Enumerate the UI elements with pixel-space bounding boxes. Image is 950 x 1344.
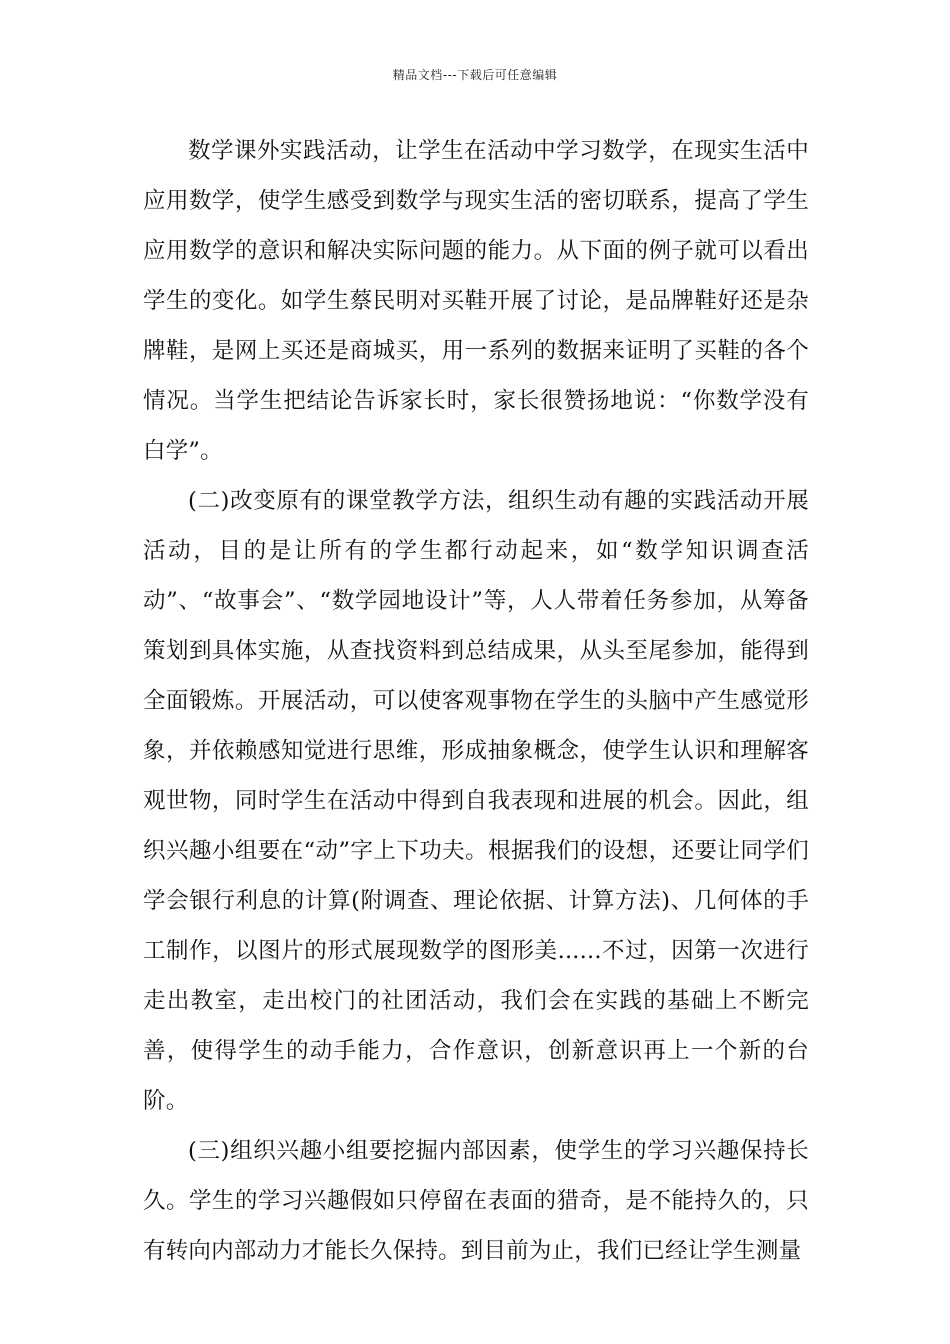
page-header: 精品文档---下载后可任意编辑 — [392, 68, 558, 82]
paragraph-teaching-methods: (二)改变原有的课堂教学方法，组织生动有趣的实践活动开展活动，目的是让所有的学生都行动起来，如“数学知识调查活动”、“故事会”、“数学园地设计”等，人人带着任务参加，从筹备策划到具体实施，从查找资料到总结成果，从头至尾参加，能得到全面锻炼。开展活动，可以使客观事物在学生的头脑中产生感觉形象，并依赖感知觉进行思维，形成抽象概念，使学生认识和理解客观世物，同时学生在活动中得到自我表现和进展的机会。因此，组织兴趣小组要在“动”字上下功夫。根据我们的设想，还要让同学们学会银行利息的计算(附调查、理论依据、计算方法)、几何体的手工制作，以图片的形式展现数学的图形美......不过，因第一次进行走出教室，走出校门的社团活动，我们会在实践的基础上不断完善，使得学生的动手能力，合作意识，创新意识再上一个新的台阶。 — [143, 488, 809, 1114]
paragraph-practice-activities: 数学课外实践活动，让学生在活动中学习数学，在现实生活中应用数学，使学生感受到数学与现实生活的密切联系，提高了学生应用数学的意识和解决实际问题的能力。从下面的例子就可以看出学生的变化。如学生蔡民明对买鞋开展了讨论，是品牌鞋好还是杂牌鞋，是网上买还是商城买，用一系列的数据来证明了买鞋的各个情况。当学生把结论告诉家长时，家长很赞扬地说：“你数学没有白学”。 — [143, 138, 809, 464]
document-body — [143, 126, 809, 1276]
paragraph-interest-groups: (三)组织兴趣小组要挖掘内部因素，使学生的学习兴趣保持长久。学生的学习兴趣假如只停留在表面的猎奇，是不能持久的，只有转向内部动力才能长久保持。到目前为止，我们已经让学生测量 — [143, 1138, 809, 1264]
